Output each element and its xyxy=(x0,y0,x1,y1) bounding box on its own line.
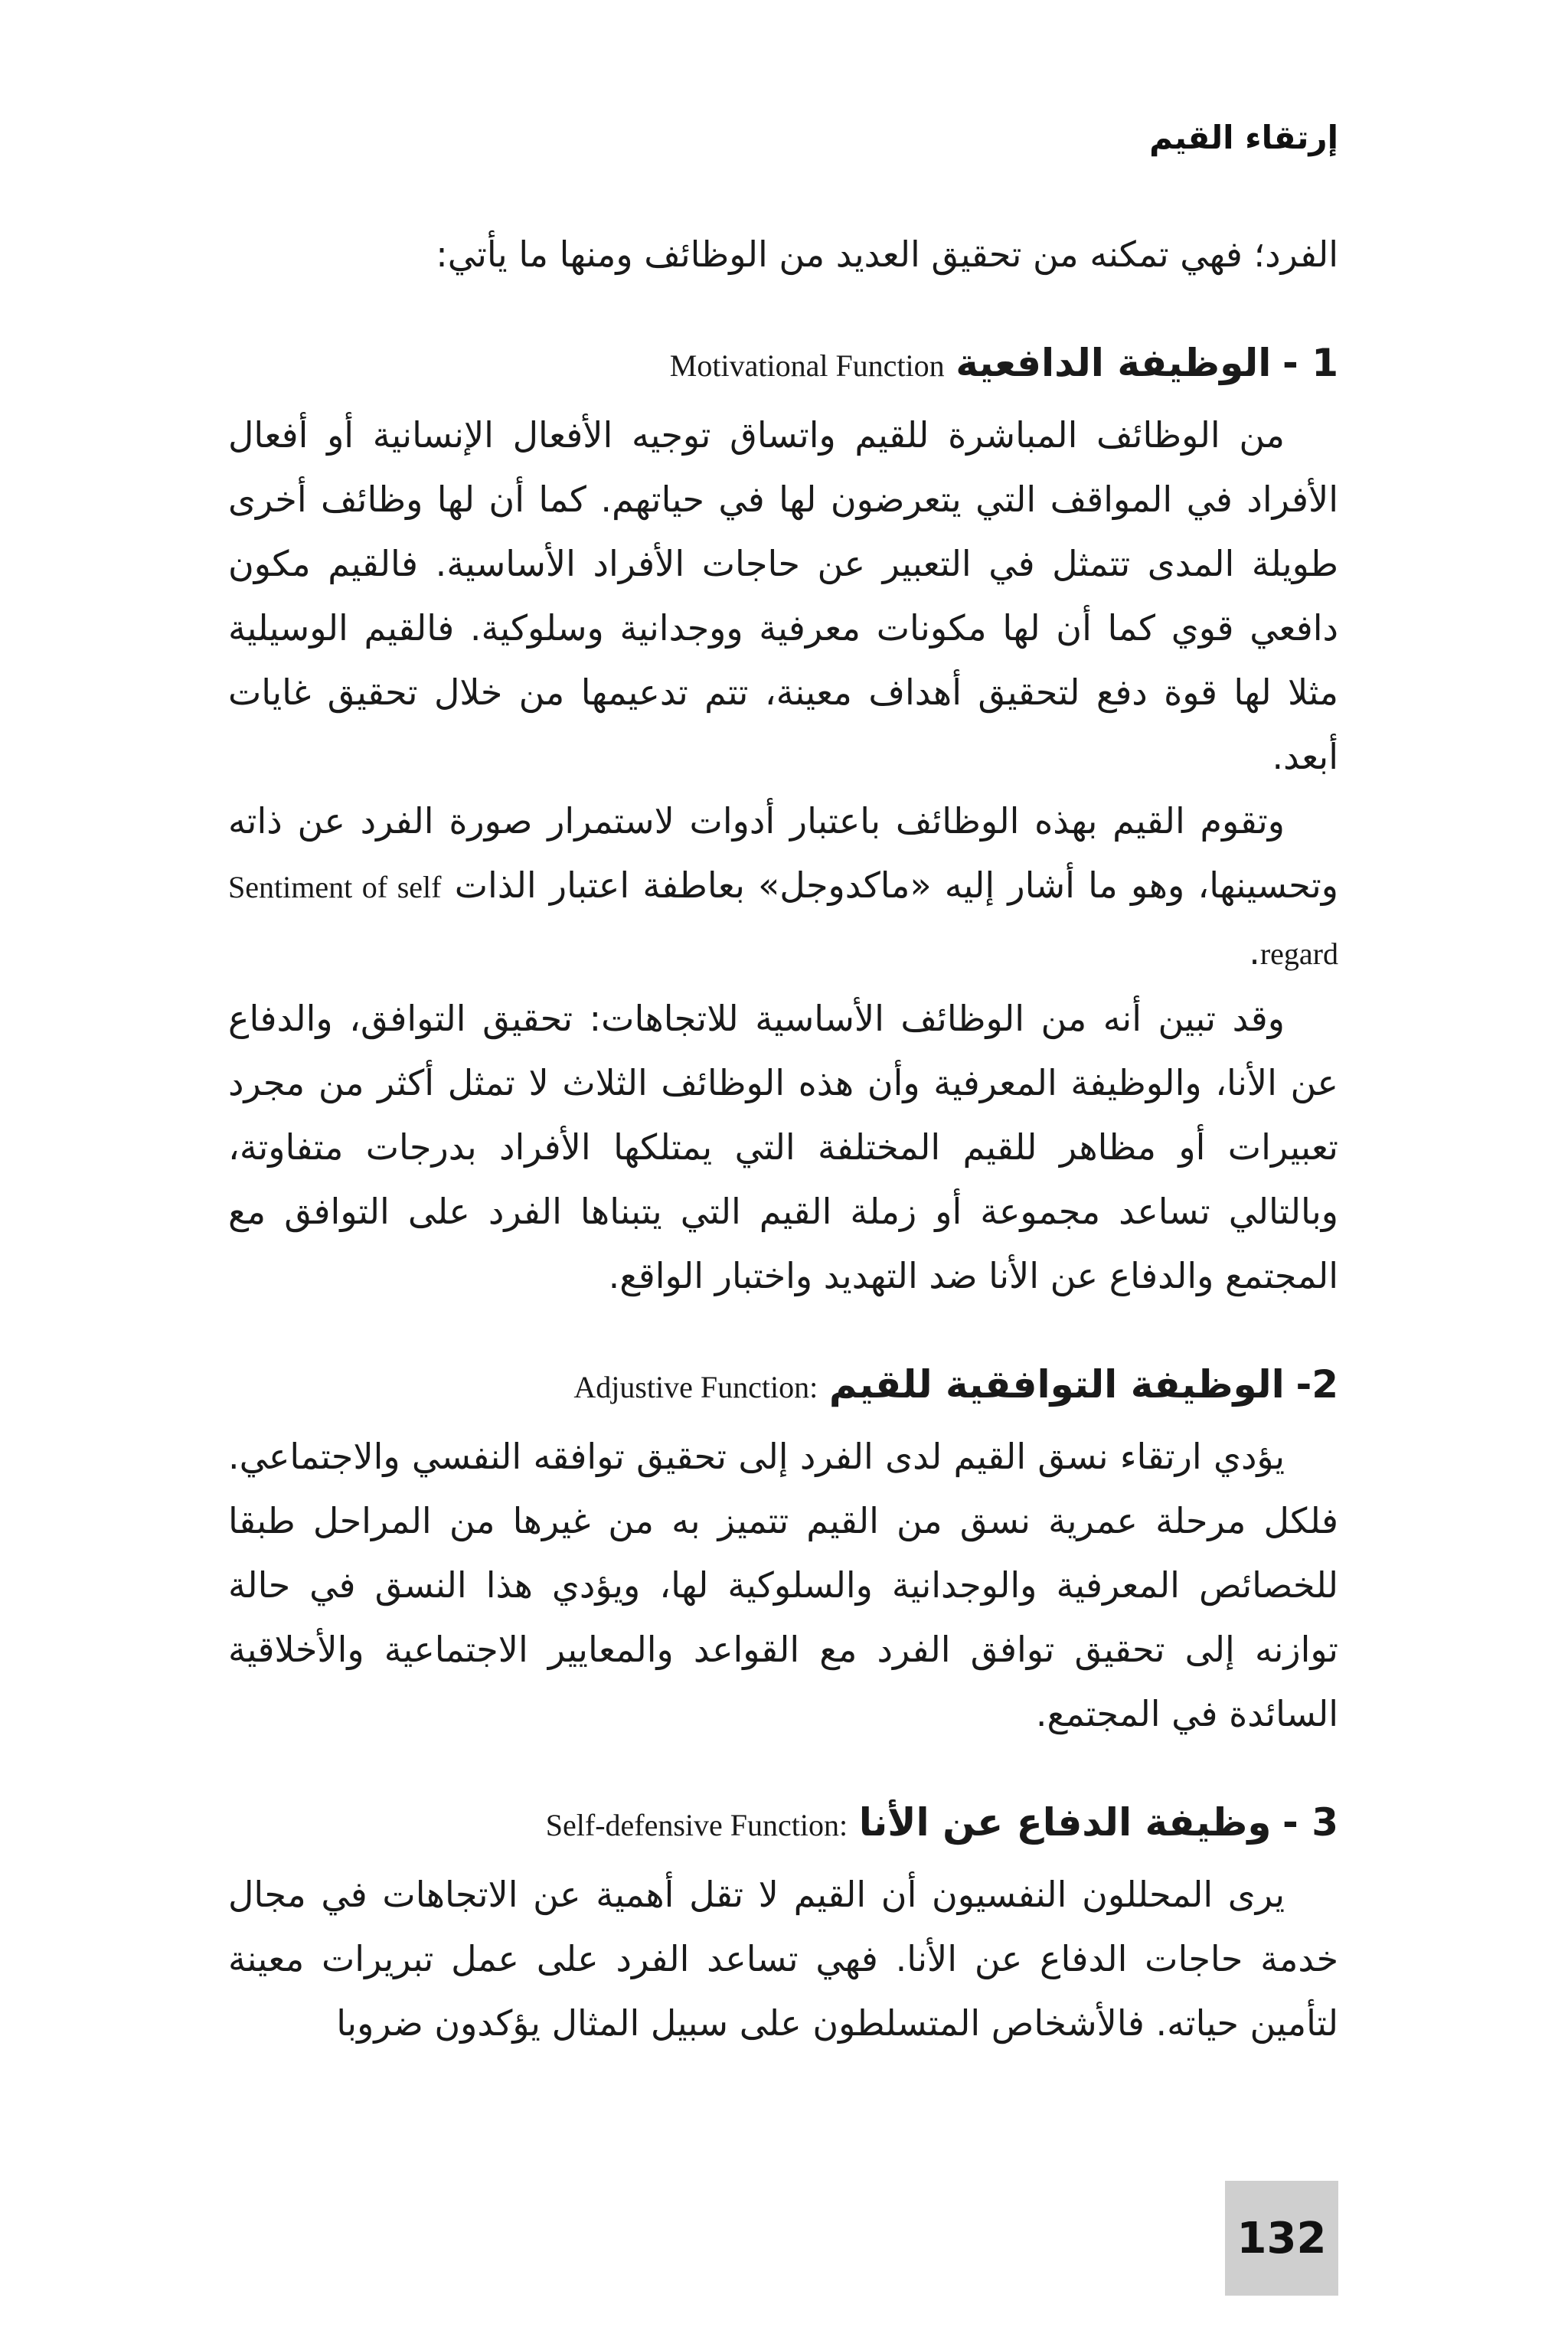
section-2-title: الوظيفة التوافقية للقيم xyxy=(828,1362,1285,1407)
page-number-box xyxy=(1225,2181,1338,2296)
section-1-paragraph-2-english: Sentiment of self regard xyxy=(228,870,1338,971)
section-1-paragraph-2-arabic: وتقوم القيم بهذه الوظائف باعتبار أدوات لاستمرار صورة الفرد عن ذاته وتحسينها، وهو ما أشار إليه «ماكدوجل» بعاطفة اعتبار الذات xyxy=(228,800,1339,906)
section-1-paragraph-2-end: . xyxy=(1249,931,1260,972)
section-3-heading xyxy=(228,1790,1338,1858)
section-2-paragraph-1: يؤدي ارتقاء نسق القيم لدى الفرد إلى تحقيق توافقه النفسي والاجتماعي. فلكل مرحلة عمرية نسق من القيم تتميز به من غيرها من المراحل طبقا للخصائص المعرفية والوجدانية والسلوكية لها، ويؤدي هذا النسق في حالة توازنه إلى تحقيق توافق الفرد مع القواعد والمعايير الاجتماعية والأخلاقية السائدة في المجتمع. xyxy=(228,1436,1338,1734)
section-1-number: 1 - xyxy=(1282,341,1338,385)
section-3-english-title: Self-defensive Function: xyxy=(545,1808,848,1842)
page-body xyxy=(228,222,1338,2055)
section-2-english-title: Adjustive Function: xyxy=(573,1370,818,1404)
section-1-paragraph-2 xyxy=(228,789,1338,986)
section-2-number: 2- xyxy=(1295,1362,1338,1407)
section-1-heading xyxy=(228,331,1338,398)
section-1-paragraph-1: من الوظائف المباشرة للقيم واتساق توجيه الأفعال الإنسانية أو أفعال الأفراد في المواقف التي يتعرضون لها في حياتهم. كما أن لها وظائف أخرى طويلة المدى تتمثل في التعبير عن حاجات الأفراد الأساسية. فالقيم مكون دافعي قوي كما أن لها مكونات معرفية ووجدانية وسلوكية. فالقيم الوسيلية مثلا لها قوة دفع لتحقيق أهداف معينة، تتم تدعيمها من خلال تحقيق غايات أبعد. xyxy=(228,414,1338,777)
section-1-title: الوظيفة الدافعية xyxy=(956,341,1272,385)
intro-paragraph: الفرد؛ فهي تمكنه من تحقيق العديد من الوظائف ومنها ما يأتي: xyxy=(436,234,1338,275)
section-3-title: وظيفة الدفاع عن الأنا xyxy=(858,1800,1272,1845)
section-3-paragraph-1: يرى المحللون النفسيون أن القيم لا تقل أهمية عن الاتجاهات في مجال خدمة حاجات الدفاع عن الأنا. فهي تساعد الفرد على عمل تبريرات معينة لتأمين حياته. فالأشخاص المتسلطون على سبيل المثال يؤكدون ضروبا xyxy=(228,1874,1338,2044)
section-3-number: 3 - xyxy=(1282,1800,1338,1845)
section-2-heading xyxy=(228,1352,1338,1420)
page-number: 132 xyxy=(1236,2213,1327,2263)
running-header: إرتقاء القيم xyxy=(1149,119,1338,156)
section-1-english-title: Motivational Function xyxy=(669,348,945,383)
section-1-paragraph-3: وقد تبين أنه من الوظائف الأساسية للاتجاهات: تحقيق التوافق، والدفاع عن الأنا، والوظيفة المعرفية وأن هذه الوظائف الثلاث لا تمثل أكثر من مجرد تعبيرات أو مظاهر للقيم المختلفة التي يمتلكها الأفراد بدرجات متفاوتة، وبالتالي تساعد مجموعة أو زملة القيم التي يتبناها الفرد على التوافق مع المجتمع والدفاع عن الأنا ضد التهديد واختبار الواقع. xyxy=(228,998,1338,1296)
